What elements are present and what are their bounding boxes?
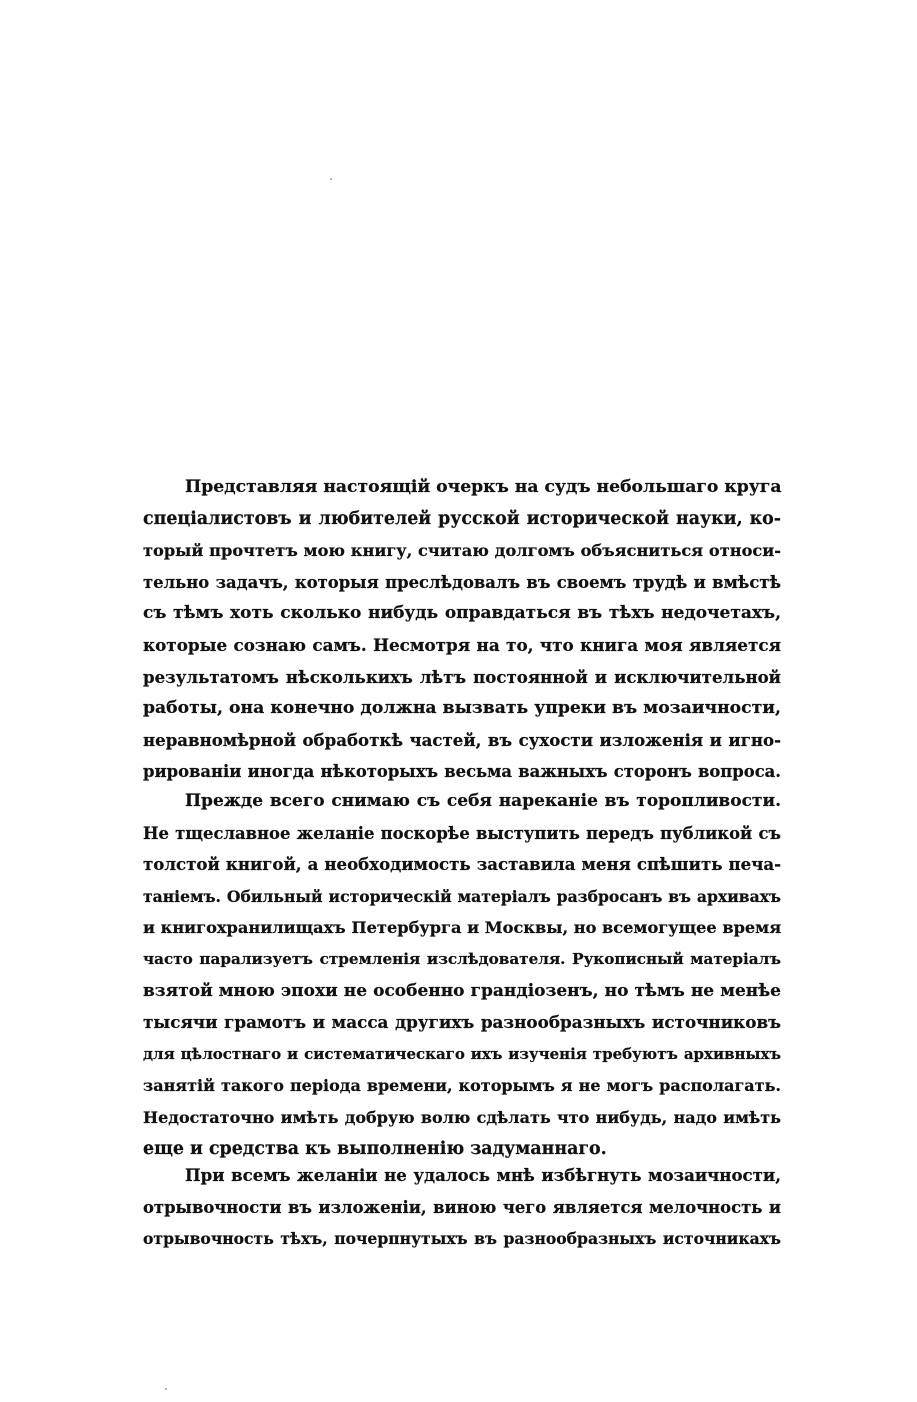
text-line: результатомъ нѣсколькихъ лѣтъ постоянной и исключительной — [143, 666, 781, 687]
text-line: При всемъ желаніи не удалось мнѣ избѣгнуть мозаичности, — [185, 1165, 781, 1185]
text-line: взятой мною эпохи не особенно грандіозенъ, но тѣмъ не менѣе — [143, 980, 781, 1001]
text-line: съ тѣмъ хоть сколько нибудь оправдаться въ тѣхъ недочетахъ, — [143, 603, 781, 624]
text-line: Прежде всего снимаю съ себя нареканіе въ торопливости. — [185, 791, 781, 811]
text-line: неравномѣрной обработкѣ частей, въ сухости изложенія и игно- — [143, 729, 781, 750]
text-line: и книгохранилищахъ Петербурга и Москвы, но всемогущее время — [143, 918, 782, 938]
text-line: которые сознаю самъ. Несмотря на то, что книга моя является — [143, 634, 781, 655]
paragraph-2 — [143, 786, 781, 1165]
text-line: Представляя настоящій очеркъ на судъ небольшаго круга — [185, 477, 782, 497]
text-line: работы, она конечно должна вызвать упреки въ мозаичности, — [143, 698, 781, 719]
text-line: спеціалистовъ и любителей русской исторической науки, ко- — [143, 508, 781, 529]
text-line: таніемъ. Обильный историческій матеріалъ разбросанъ въ архивахъ — [143, 886, 781, 906]
text-line: отрывочности въ изложеніи, виною чего является мелочность и — [143, 1197, 781, 1217]
text-line: Недостаточно имѣть добрую волю сдѣлать что нибудь, надо имѣть — [143, 1107, 781, 1127]
text-line: тельно задачъ, которыя преслѣдовалъ въ своемъ трудѣ и вмѣстѣ — [143, 572, 781, 592]
text-line: часто парализуетъ стремленія изслѣдователя. Рукописный матеріалъ — [143, 949, 781, 968]
paragraph-3 — [143, 1160, 781, 1255]
text-line: рированіи иногда нѣкоторыхъ весьма важныхъ сторонъ вопроса. — [143, 762, 781, 782]
paper-speck — [330, 178, 332, 180]
text-line: еще и средства къ выполненію задуманнаго. — [143, 1138, 607, 1159]
text-line: тысячи грамотъ и масса другихъ разнообразныхъ источниковъ — [143, 1012, 781, 1033]
text-line: толстой книгой, а необходимость заставила меня спѣшить печа- — [143, 854, 781, 875]
paragraph-1 — [143, 472, 781, 788]
text-line: занятій такого періода времени, которымъ я не могъ располагать. — [143, 1076, 781, 1096]
text-line: Не тщеславное желаніе поскорѣе выступить передъ публикой съ — [143, 823, 781, 843]
text-line: торый прочтетъ мою книгу, считаю долгомъ объясниться относи- — [143, 541, 781, 561]
text-line: для цѣлостнаго и систематическаго ихъ изученія требуютъ архивныхъ — [143, 1044, 781, 1063]
text-line: отрывочность тѣхъ, почерпнутыхъ въ разнообразныхъ источникахъ — [143, 1229, 781, 1249]
paper-speck — [165, 1388, 167, 1390]
